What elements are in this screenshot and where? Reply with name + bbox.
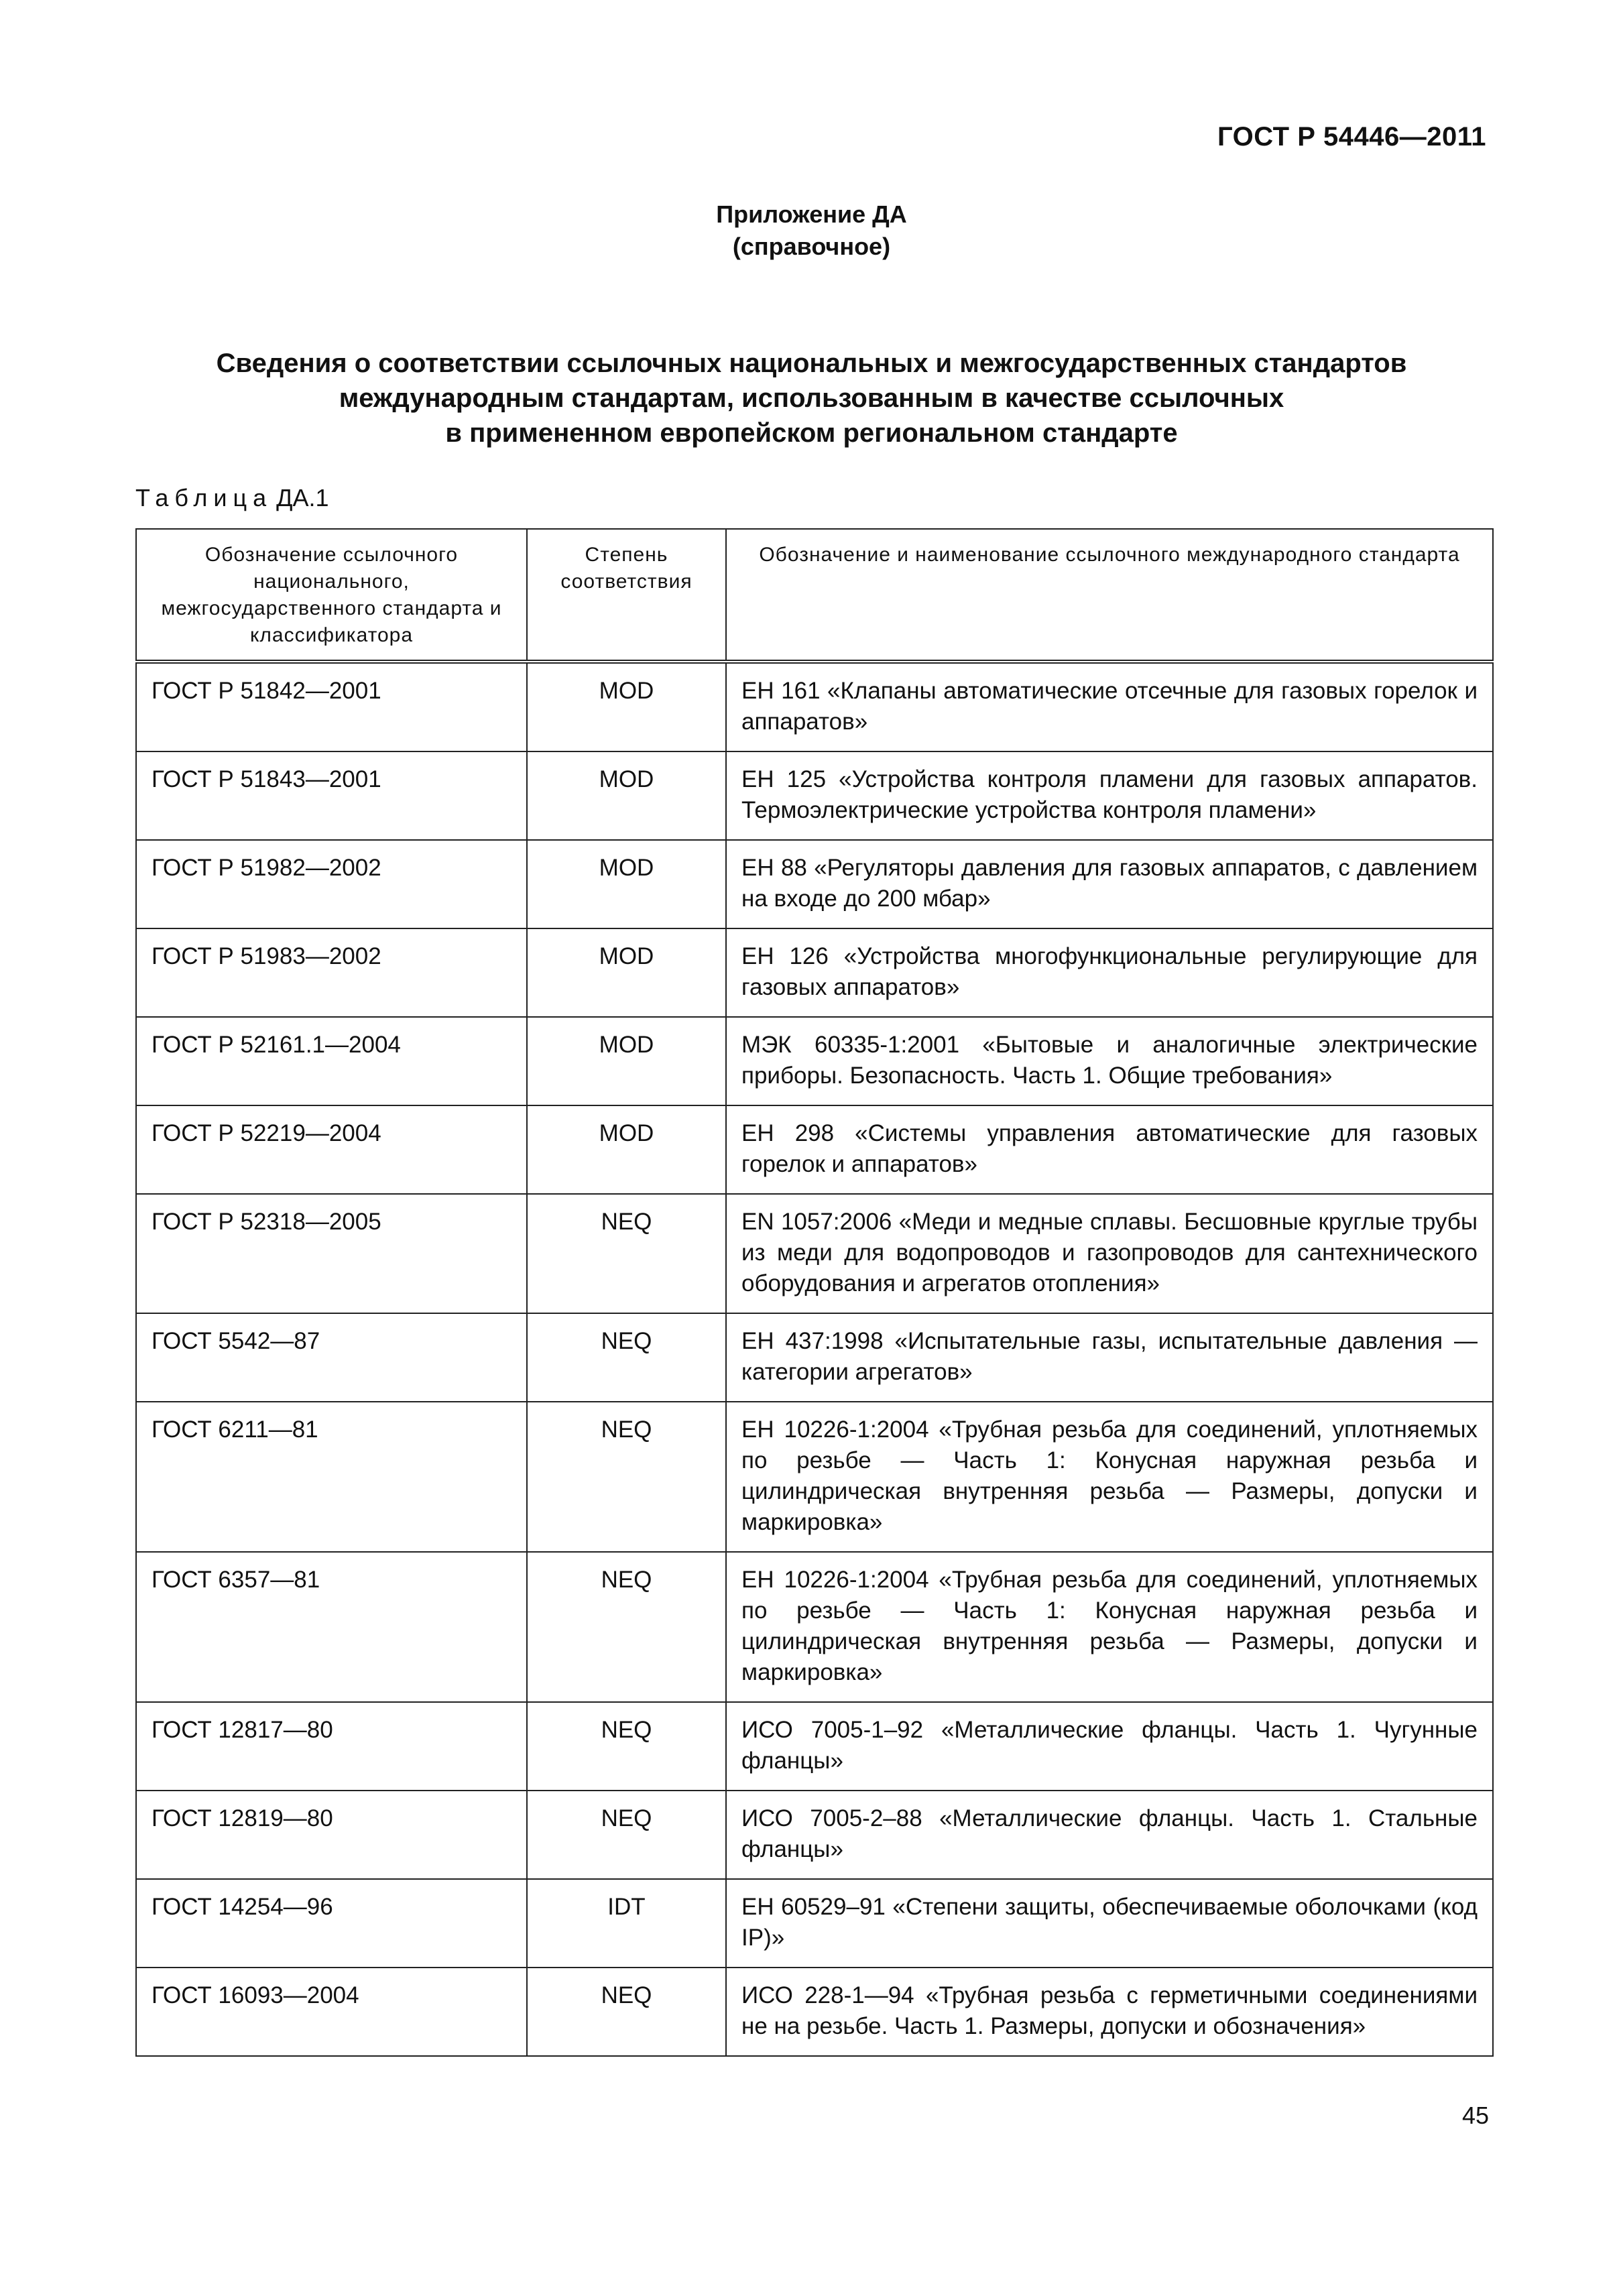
cell-national-standard: ГОСТ 6357—81 — [136, 1552, 527, 1702]
cell-degree: MOD — [527, 840, 726, 928]
cell-national-standard: ГОСТ Р 51843—2001 — [136, 751, 527, 840]
header-international-standard: Обозначение и наименование ссылочного международного стандарта — [726, 529, 1493, 662]
section-title-line-2: международным стандартам, использованным в качестве ссылочных — [339, 383, 1284, 413]
cell-international-standard: ЕН 60529–91 «Степени защиты, обеспечиваемые оболочками (код IP)» — [726, 1879, 1493, 1968]
cell-international-standard: EN 1057:2006 «Меди и медные сплавы. Бесшовные круглые трубы из меди для водопроводов и газопроводов для сантехнического оборудования и агрегатов отопления» — [726, 1194, 1493, 1313]
table-row — [136, 1105, 1493, 1194]
table-row — [136, 1552, 1493, 1702]
cell-international-standard: ЕН 126 «Устройства многофункциональные регулирующие для газовых аппаратов» — [726, 928, 1493, 1017]
table-row — [136, 1791, 1493, 1879]
cell-degree: NEQ — [527, 1194, 726, 1313]
cell-international-standard: ЕН 10226-1:2004 «Трубная резьба для соединений, уплотняемых по резьбе — Часть 1: Конусная наружная резьба и цилиндрическая внутренняя резьба — Размеры, допуски и маркировка» — [726, 1402, 1493, 1552]
table-header-row — [136, 529, 1493, 662]
cell-national-standard: ГОСТ Р 52161.1—2004 — [136, 1017, 527, 1105]
cell-degree: NEQ — [527, 1313, 726, 1402]
cell-international-standard: ИСО 7005-2–88 «Металлические фланцы. Часть 1. Стальные фланцы» — [726, 1791, 1493, 1879]
cell-degree: MOD — [527, 1017, 726, 1105]
cell-national-standard: ГОСТ Р 51842—2001 — [136, 662, 527, 751]
cell-national-standard: ГОСТ Р 51983—2002 — [136, 928, 527, 1017]
table-row — [136, 1879, 1493, 1968]
cell-international-standard: ЕН 125 «Устройства контроля пламени для газовых аппаратов. Термоэлектрические устройства контроля пламени» — [726, 751, 1493, 840]
header-degree: Степень соответствия — [527, 529, 726, 662]
document-code: ГОСТ Р 54446—2011 — [1217, 122, 1486, 152]
table-row — [136, 1968, 1493, 2056]
table-caption-number: ДА.1 — [276, 484, 329, 511]
cell-degree: NEQ — [527, 1702, 726, 1791]
cell-international-standard: ИСО 228-1—94 «Трубная резьба с герметичными соединениями не на резьбе. Часть 1. Размеры, допуски и обозначения» — [726, 1968, 1493, 2056]
table-row — [136, 751, 1493, 840]
cell-degree: NEQ — [527, 1791, 726, 1879]
cell-international-standard: МЭК 60335-1:2001 «Бытовые и аналогичные электрические приборы. Безопасность. Часть 1. Общие требования» — [726, 1017, 1493, 1105]
table-header — [136, 529, 1493, 662]
table-row — [136, 1194, 1493, 1313]
cell-international-standard: ЕН 437:1998 «Испытательные газы, испытательные давления — категории агрегатов» — [726, 1313, 1493, 1402]
cell-national-standard: ГОСТ 12819—80 — [136, 1791, 527, 1879]
cell-degree: IDT — [527, 1879, 726, 1968]
section-title — [134, 346, 1489, 450]
table-row — [136, 662, 1493, 751]
cell-international-standard: ИСО 7005-1–92 «Металлические фланцы. Часть 1. Чугунные фланцы» — [726, 1702, 1493, 1791]
table-row — [136, 840, 1493, 928]
appendix-subtitle: (справочное) — [732, 233, 891, 260]
cell-national-standard: ГОСТ 14254—96 — [136, 1879, 527, 1968]
table-row — [136, 1017, 1493, 1105]
appendix-title: Приложение ДА — [716, 200, 907, 228]
header-national-standard: Обозначение ссылочного национального, межгосударственного стандарта и классификатора — [136, 529, 527, 662]
page-number: 45 — [1461, 2102, 1489, 2129]
cell-national-standard: ГОСТ 5542—87 — [136, 1313, 527, 1402]
cell-international-standard: ЕН 298 «Системы управления автоматические для газовых горелок и аппаратов» — [726, 1105, 1493, 1194]
cell-international-standard: ЕН 10226-1:2004 «Трубная резьба для соединений, уплотняемых по резьбе — Часть 1: Конусная наружная резьба и цилиндрическая внутренняя резьба — Размеры, допуски и маркировка» — [726, 1552, 1493, 1702]
section-title-line-1: Сведения о соответствии ссылочных национальных и межгосударственных стандартов — [216, 349, 1407, 378]
table-caption — [135, 484, 329, 512]
cell-national-standard: ГОСТ Р 52318—2005 — [136, 1194, 527, 1313]
table-body — [136, 662, 1493, 2056]
table-row — [136, 1402, 1493, 1552]
cell-degree: NEQ — [527, 1968, 726, 2056]
table-row — [136, 1702, 1493, 1791]
cell-international-standard: ЕН 161 «Клапаны автоматические отсечные для газовых горелок и аппаратов» — [726, 662, 1493, 751]
cell-degree: NEQ — [527, 1402, 726, 1552]
section-title-line-3: в примененном европейском региональном стандарте — [445, 418, 1178, 448]
cell-degree: MOD — [527, 928, 726, 1017]
table-caption-word: Таблица — [135, 484, 273, 511]
table-row — [136, 1313, 1493, 1402]
cell-national-standard: ГОСТ 12817—80 — [136, 1702, 527, 1791]
cell-national-standard: ГОСТ Р 52219—2004 — [136, 1105, 527, 1194]
standards-table — [135, 528, 1494, 2057]
cell-national-standard: ГОСТ 6211—81 — [136, 1402, 527, 1552]
cell-degree: MOD — [527, 751, 726, 840]
table-row — [136, 928, 1493, 1017]
cell-degree: NEQ — [527, 1552, 726, 1702]
cell-international-standard: ЕН 88 «Регуляторы давления для газовых аппаратов, с давлением на входе до 200 мбар» — [726, 840, 1493, 928]
cell-degree: MOD — [527, 1105, 726, 1194]
cell-national-standard: ГОСТ Р 51982—2002 — [136, 840, 527, 928]
cell-national-standard: ГОСТ 16093—2004 — [136, 1968, 527, 2056]
appendix-heading — [0, 198, 1623, 263]
cell-degree: MOD — [527, 662, 726, 751]
